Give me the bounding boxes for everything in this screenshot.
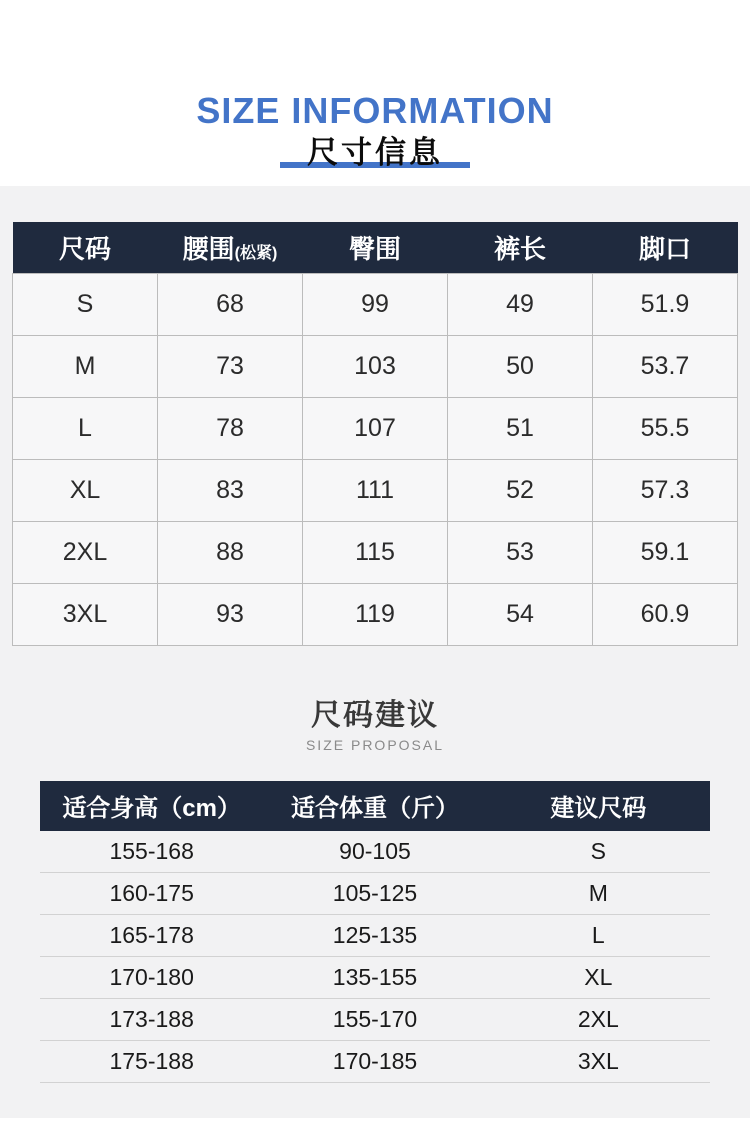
- page-title-en: SIZE INFORMATION: [196, 90, 554, 131]
- cell-size: S: [590, 837, 606, 864]
- cell-hip: 99: [303, 273, 448, 335]
- cell-size: 2XL: [577, 1005, 619, 1032]
- cell-weight: 90-105: [339, 837, 411, 864]
- col-header-size-label: 尺码: [58, 233, 111, 264]
- proposal-col-height: 适合身高（cm）: [62, 795, 241, 822]
- size-row: [13, 335, 738, 397]
- size-row: [13, 459, 738, 521]
- proposal-row: [40, 957, 710, 999]
- page-header: [0, 0, 750, 186]
- cell-length: 52: [448, 459, 593, 521]
- cell-weight: 125-135: [332, 921, 418, 948]
- cell-leg: 60.9: [593, 583, 738, 645]
- page-title-zh-wrap: [307, 136, 443, 170]
- cell-hip: 119: [303, 583, 448, 645]
- cell-size: 2XL: [13, 521, 158, 583]
- cell-waist: 93: [158, 583, 303, 645]
- cell-length: 53: [448, 521, 593, 583]
- cell-height: 155-168: [109, 837, 194, 864]
- proposal-table-header: [40, 781, 710, 831]
- cell-weight: 105-125: [332, 879, 418, 906]
- col-header-size: [13, 222, 158, 273]
- col-header-length-label: 裤长: [493, 233, 546, 264]
- cell-height: 160-175: [109, 879, 194, 906]
- proposal-title-zh: 尺码建议: [311, 698, 439, 732]
- cell-leg: 53.7: [593, 335, 738, 397]
- size-row: [13, 583, 738, 645]
- cell-size: L: [591, 921, 605, 948]
- cell-weight: 135-155: [332, 963, 418, 990]
- proposal-row: [40, 831, 710, 873]
- proposal-row: [40, 999, 710, 1041]
- cell-hip: 115: [303, 521, 448, 583]
- cell-length: 51: [448, 397, 593, 459]
- size-table-header: [13, 222, 738, 273]
- size-table: [12, 222, 738, 646]
- proposal-heading: [0, 690, 750, 753]
- proposal-row: [40, 1041, 710, 1083]
- proposal-col-weight: 适合体重（斤）: [290, 795, 459, 822]
- cell-hip: 103: [303, 335, 448, 397]
- cell-waist: 88: [158, 521, 303, 583]
- col-header-waist-sub: (松紧): [234, 244, 278, 262]
- proposal-title-en: SIZE PROPOSAL: [305, 736, 445, 753]
- col-header-waist-label: 腰围: [182, 233, 235, 264]
- cell-height: 165-178: [109, 921, 194, 948]
- cell-height: 175-188: [109, 1047, 194, 1074]
- cell-hip: 111: [303, 459, 448, 521]
- proposal-table: [40, 781, 710, 1083]
- col-header-leg-label: 脚口: [638, 233, 691, 264]
- cell-size: XL: [584, 963, 613, 990]
- cell-size: 3XL: [13, 583, 158, 645]
- cell-weight: 155-170: [332, 1005, 418, 1032]
- proposal-row: [40, 915, 710, 957]
- cell-leg: 57.3: [593, 459, 738, 521]
- cell-length: 49: [448, 273, 593, 335]
- size-row: [13, 273, 738, 335]
- cell-size: L: [13, 397, 158, 459]
- page-title-zh: 尺寸信息: [307, 135, 443, 170]
- cell-size: 3XL: [577, 1047, 619, 1074]
- size-row: [13, 397, 738, 459]
- cell-length: 54: [448, 583, 593, 645]
- cell-waist: 78: [158, 397, 303, 459]
- size-row: [13, 521, 738, 583]
- cell-leg: 51.9: [593, 273, 738, 335]
- cell-height: 173-188: [109, 1005, 194, 1032]
- cell-size: S: [13, 273, 158, 335]
- cell-waist: 68: [158, 273, 303, 335]
- cell-size: M: [13, 335, 158, 397]
- content-band: [0, 186, 750, 1118]
- col-header-hip: [303, 222, 448, 273]
- cell-size: XL: [13, 459, 158, 521]
- proposal-row: [40, 873, 710, 915]
- col-header-length: [448, 222, 593, 273]
- cell-weight: 170-185: [332, 1047, 418, 1074]
- cell-leg: 59.1: [593, 521, 738, 583]
- cell-leg: 55.5: [593, 397, 738, 459]
- col-header-hip-label: 臀围: [348, 233, 401, 264]
- proposal-col-size: 建议尺码: [550, 795, 647, 822]
- cell-hip: 107: [303, 397, 448, 459]
- col-header-waist: [158, 222, 303, 273]
- cell-length: 50: [448, 335, 593, 397]
- cell-size: M: [588, 879, 608, 906]
- col-header-leg: [593, 222, 738, 273]
- cell-height: 170-180: [109, 963, 194, 990]
- cell-waist: 73: [158, 335, 303, 397]
- cell-waist: 83: [158, 459, 303, 521]
